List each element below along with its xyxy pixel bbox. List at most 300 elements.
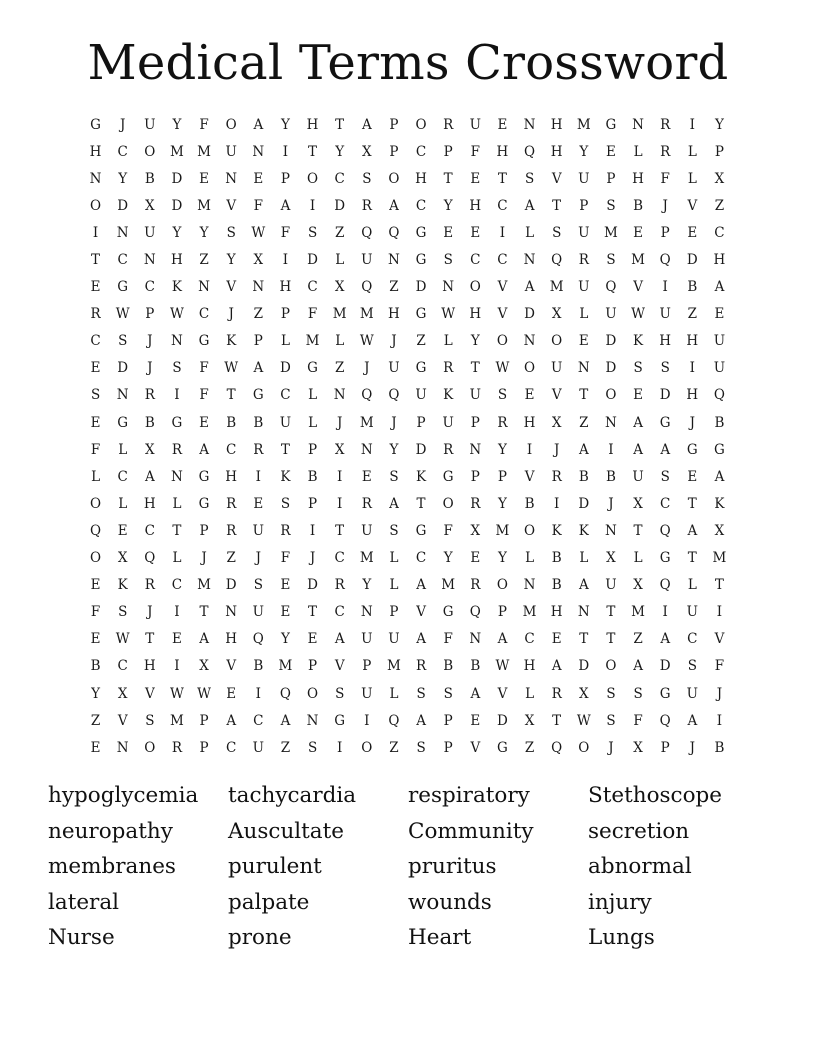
- grid-letter: U: [279, 414, 292, 431]
- grid-letter: U: [578, 224, 590, 241]
- grid-letter: X: [334, 279, 345, 296]
- grid-letter: I: [174, 658, 180, 675]
- grid-letter: X: [633, 577, 643, 594]
- grid-letter: I: [255, 685, 261, 702]
- grid-letter: A: [470, 685, 481, 702]
- grid-letter: J: [391, 414, 397, 431]
- grid-letter: X: [362, 143, 372, 160]
- grid-letter: H: [143, 658, 156, 675]
- grid-letter: C: [144, 279, 155, 296]
- grid-letter: H: [550, 143, 563, 160]
- grid-letter: U: [578, 170, 590, 187]
- grid-letter: G: [252, 387, 264, 404]
- grid-letter: A: [714, 468, 725, 485]
- grid-letter: M: [712, 550, 727, 567]
- grid-letter: U: [578, 279, 590, 296]
- grid-letter: O: [225, 116, 237, 133]
- grid-letter: D: [659, 658, 671, 675]
- grid-letter: Q: [524, 143, 536, 160]
- grid-letter: S: [226, 224, 236, 241]
- grid-letter: A: [280, 197, 291, 214]
- grid-letter: T: [497, 170, 507, 187]
- grid-letter: M: [170, 712, 184, 729]
- grid-letter: C: [415, 197, 427, 214]
- grid-letter: S: [606, 197, 616, 214]
- grid-letter: S: [633, 360, 643, 377]
- grid-letter: A: [497, 631, 508, 648]
- grid-letter: Q: [605, 279, 617, 296]
- word-list-item: palpate: [228, 889, 310, 915]
- grid-letter: N: [116, 224, 129, 241]
- grid-letter: V: [524, 468, 535, 485]
- grid-letter: H: [388, 306, 400, 323]
- grid-letter: P: [660, 739, 670, 756]
- grid-letter: Q: [279, 685, 291, 702]
- grid-letter: T: [335, 116, 345, 133]
- grid-letter: D: [415, 441, 427, 458]
- grid-letter: R: [415, 658, 427, 675]
- grid-letter: D: [578, 658, 590, 675]
- grid-letter: P: [497, 604, 507, 621]
- grid-letter: D: [605, 360, 617, 377]
- grid-letter: N: [252, 279, 265, 296]
- grid-letter: I: [689, 116, 695, 133]
- grid-letter: E: [578, 333, 589, 350]
- grid-letter: C: [415, 550, 427, 567]
- grid-letter: D: [307, 252, 318, 269]
- grid-letter: W: [441, 306, 456, 323]
- grid-letter: A: [361, 116, 372, 133]
- grid-letter: A: [416, 712, 426, 729]
- grid-letter: Q: [90, 522, 102, 539]
- grid-letter: G: [198, 495, 210, 512]
- grid-letter: V: [497, 685, 508, 702]
- grid-letter: H: [686, 387, 699, 404]
- grid-letter: D: [334, 197, 346, 214]
- grid-letter: Y: [443, 197, 453, 214]
- grid-letter: E: [90, 631, 101, 648]
- grid-letter: W: [169, 685, 184, 702]
- grid-letter: U: [550, 360, 563, 377]
- grid-letter: R: [90, 306, 101, 323]
- grid-letter: X: [145, 197, 155, 214]
- grid-letter: S: [145, 712, 155, 729]
- grid-letter: C: [470, 252, 481, 269]
- grid-letter: A: [199, 631, 209, 648]
- grid-letter: F: [660, 170, 670, 187]
- grid-letter: Z: [633, 631, 643, 648]
- grid-letter: N: [116, 739, 129, 756]
- grid-letter: C: [334, 550, 345, 567]
- grid-letter: V: [497, 306, 508, 323]
- grid-letter: I: [255, 468, 261, 485]
- grid-letter: A: [389, 495, 399, 512]
- grid-letter: A: [660, 441, 671, 458]
- grid-letter: I: [282, 252, 289, 269]
- grid-letter: B: [633, 197, 644, 214]
- grid-letter: D: [415, 279, 427, 296]
- grid-letter: D: [280, 360, 291, 377]
- grid-letter: G: [659, 550, 671, 567]
- grid-letter: Z: [714, 197, 725, 214]
- grid-letter: V: [334, 658, 345, 675]
- grid-letter: N: [469, 441, 482, 458]
- grid-letter: E: [443, 224, 454, 241]
- grid-letter: T: [470, 360, 480, 377]
- grid-letter: F: [443, 522, 453, 539]
- grid-letter: J: [147, 333, 153, 350]
- grid-letter: V: [226, 197, 237, 214]
- grid-letter: Q: [388, 387, 400, 404]
- grid-letter: Q: [713, 387, 725, 404]
- grid-letter: R: [443, 441, 454, 458]
- grid-letter: C: [334, 604, 345, 621]
- grid-letter: S: [606, 712, 616, 729]
- grid-letter: V: [633, 279, 643, 296]
- word-list-item: Lungs: [588, 925, 655, 951]
- grid-letter: P: [714, 143, 724, 160]
- grid-letter: N: [171, 333, 183, 350]
- grid-letter: S: [253, 577, 263, 594]
- grid-letter: G: [117, 279, 129, 296]
- grid-letter: V: [551, 387, 562, 404]
- grid-letter: P: [389, 116, 399, 133]
- grid-letter: A: [687, 712, 698, 729]
- grid-letter: Q: [551, 252, 563, 269]
- grid-letter: L: [389, 550, 399, 567]
- grid-letter: E: [253, 170, 264, 187]
- grid-letter: P: [443, 712, 453, 729]
- grid-letter: E: [90, 739, 101, 756]
- grid-letter: T: [579, 387, 589, 404]
- grid-letter: T: [687, 495, 697, 512]
- grid-letter: H: [171, 252, 183, 269]
- grid-letter: M: [387, 658, 401, 675]
- grid-letter: L: [389, 685, 399, 702]
- grid-letter: D: [171, 197, 183, 214]
- grid-letter: E: [633, 387, 643, 404]
- grid-letter: L: [525, 550, 535, 567]
- grid-letter: W: [495, 360, 510, 377]
- grid-letter: M: [549, 279, 564, 296]
- grid-letter: U: [469, 387, 481, 404]
- grid-letter: E: [470, 712, 481, 729]
- grid-letter: A: [199, 441, 209, 458]
- grid-letter: P: [389, 604, 399, 621]
- grid-letter: D: [117, 197, 129, 214]
- grid-letter: A: [633, 658, 643, 675]
- grid-letter: K: [280, 468, 291, 485]
- grid-letter: F: [253, 197, 263, 214]
- grid-letter: Z: [687, 306, 697, 323]
- grid-letter: O: [578, 739, 590, 756]
- grid-letter: N: [360, 604, 373, 621]
- grid-letter: N: [469, 631, 482, 648]
- word-list-item: Heart: [408, 925, 472, 951]
- grid-letter: Q: [659, 522, 671, 539]
- grid-letter: R: [171, 739, 183, 756]
- grid-letter: L: [280, 333, 290, 350]
- word-list-item: Stethoscope: [588, 783, 723, 808]
- grid-letter: A: [524, 197, 535, 214]
- grid-letter: R: [144, 577, 155, 594]
- grid-letter: P: [497, 468, 507, 485]
- grid-letter: N: [605, 522, 617, 539]
- grid-letter: B: [578, 468, 589, 485]
- grid-letter: F: [199, 116, 209, 133]
- grid-letter: H: [89, 143, 102, 160]
- grid-letter: Y: [389, 441, 399, 458]
- grid-letter: P: [253, 333, 263, 350]
- grid-letter: C: [117, 468, 128, 485]
- grid-letter: I: [92, 224, 99, 241]
- grid-letter: O: [361, 739, 373, 756]
- grid-letter: O: [307, 170, 319, 187]
- grid-letter: S: [307, 224, 318, 241]
- grid-letter: T: [226, 387, 236, 404]
- grid-letter: F: [633, 712, 643, 729]
- grid-letter: O: [90, 550, 102, 567]
- grid-letter: G: [415, 306, 427, 323]
- grid-letter: K: [714, 495, 725, 512]
- grid-letter: E: [714, 306, 725, 323]
- grid-letter: L: [118, 441, 128, 458]
- grid-letter: F: [280, 224, 291, 241]
- grid-letter: H: [306, 116, 319, 133]
- grid-letter: Q: [551, 739, 563, 756]
- grid-letter: X: [633, 495, 643, 512]
- grid-letter: P: [308, 495, 318, 512]
- grid-letter: E: [633, 224, 643, 241]
- grid-letter: B: [551, 577, 562, 594]
- grid-letter: J: [255, 550, 262, 567]
- grid-letter: Q: [469, 604, 481, 621]
- grid-letter: R: [470, 495, 481, 512]
- grid-letter: C: [226, 739, 237, 756]
- grid-letter: W: [115, 631, 130, 648]
- grid-letter: N: [171, 468, 183, 485]
- grid-letter: B: [307, 468, 318, 485]
- grid-letter: D: [524, 306, 535, 323]
- grid-letter: M: [305, 333, 320, 350]
- grid-letter: C: [415, 143, 427, 160]
- grid-letter: L: [443, 333, 453, 350]
- grid-letter: A: [389, 197, 399, 214]
- grid-letter: G: [415, 224, 427, 241]
- grid-letter: H: [225, 631, 238, 648]
- grid-letter: I: [716, 712, 723, 729]
- grid-letter: O: [307, 685, 319, 702]
- grid-letter: A: [633, 414, 643, 431]
- grid-letter: W: [631, 306, 645, 323]
- grid-letter: U: [252, 604, 264, 621]
- grid-letter: A: [687, 522, 698, 539]
- grid-letter: P: [606, 170, 616, 187]
- word-list-item: abnormal: [588, 854, 692, 880]
- grid-letter: G: [659, 414, 671, 431]
- grid-letter: R: [253, 441, 264, 458]
- grid-letter: E: [90, 360, 101, 377]
- grid-letter: A: [551, 658, 562, 675]
- grid-letter: N: [333, 387, 346, 404]
- word-list-item: membranes: [48, 854, 176, 880]
- grid-letter: L: [579, 306, 589, 323]
- grid-letter: V: [226, 279, 237, 296]
- grid-letter: T: [335, 522, 345, 539]
- grid-letter: S: [606, 685, 616, 702]
- grid-letter: R: [443, 360, 454, 377]
- grid-letter: J: [228, 306, 234, 323]
- grid-letter: W: [576, 712, 591, 729]
- grid-letter: P: [470, 414, 480, 431]
- grid-letter: I: [309, 522, 316, 539]
- grid-letter: J: [608, 739, 614, 756]
- grid-letter: Q: [361, 387, 373, 404]
- grid-letter: G: [605, 116, 617, 133]
- grid-letter: Q: [659, 577, 671, 594]
- grid-letter: M: [359, 414, 374, 431]
- grid-letter: Y: [497, 441, 507, 458]
- grid-letter: S: [552, 224, 562, 241]
- grid-letter: O: [90, 197, 102, 214]
- grid-letter: A: [578, 441, 589, 458]
- grid-letter: U: [442, 414, 454, 431]
- grid-letter: Z: [199, 252, 209, 269]
- grid-letter: R: [171, 441, 183, 458]
- grid-letter: Y: [497, 550, 507, 567]
- grid-letter: I: [526, 441, 533, 458]
- grid-letter: H: [632, 170, 644, 187]
- grid-letter: E: [280, 577, 291, 594]
- grid-letter: U: [388, 631, 400, 648]
- grid-letter: E: [307, 631, 318, 648]
- grid-letter: M: [495, 522, 510, 539]
- grid-letter: X: [199, 658, 209, 675]
- grid-letter: F: [90, 604, 101, 621]
- grid-letter: Y: [199, 224, 209, 241]
- grid-letter: E: [497, 116, 508, 133]
- grid-letter: Y: [443, 550, 453, 567]
- grid-letter: D: [605, 333, 617, 350]
- grid-letter: O: [388, 170, 400, 187]
- grid-letter: W: [359, 333, 374, 350]
- grid-letter: C: [714, 224, 725, 241]
- grid-letter: G: [198, 468, 210, 485]
- grid-letter: X: [606, 550, 616, 567]
- grid-letter: G: [442, 468, 454, 485]
- grid-letter: I: [364, 712, 370, 729]
- grid-letter: X: [145, 441, 155, 458]
- grid-letter: K: [117, 577, 128, 594]
- grid-letter: E: [470, 170, 481, 187]
- grid-letter: T: [687, 550, 697, 567]
- grid-letter: A: [416, 631, 426, 648]
- grid-letter: I: [662, 279, 668, 296]
- grid-letter: A: [253, 360, 264, 377]
- word-list-item: pruritus: [408, 854, 497, 880]
- grid-letter: N: [225, 170, 238, 187]
- grid-letter: D: [578, 495, 590, 512]
- grid-letter: A: [416, 577, 426, 594]
- grid-letter: Z: [579, 414, 589, 431]
- grid-letter: M: [604, 224, 618, 241]
- grid-letter: I: [554, 495, 560, 512]
- grid-letter: H: [279, 279, 292, 296]
- grid-letter: C: [117, 658, 128, 675]
- word-list: [48, 778, 768, 956]
- grid-letter: L: [308, 387, 318, 404]
- grid-letter: R: [144, 387, 155, 404]
- grid-letter: K: [443, 387, 454, 404]
- grid-letter: G: [442, 604, 454, 621]
- grid-letter: I: [689, 360, 695, 377]
- grid-letter: N: [306, 712, 319, 729]
- grid-letter: I: [662, 604, 668, 621]
- grid-letter: G: [117, 414, 129, 431]
- grid-letter: D: [686, 252, 698, 269]
- grid-letter: S: [687, 658, 697, 675]
- grid-letter: F: [307, 306, 318, 323]
- grid-letter: O: [469, 279, 481, 296]
- grid-letter: T: [443, 170, 453, 187]
- grid-letter: J: [689, 414, 696, 431]
- grid-letter: O: [442, 495, 454, 512]
- grid-letter: M: [441, 577, 456, 594]
- grid-letter: G: [171, 414, 183, 431]
- grid-letter: G: [415, 252, 427, 269]
- word-list-item: purulent: [228, 854, 322, 880]
- grid-letter: Y: [280, 116, 290, 133]
- grid-letter: P: [579, 197, 589, 214]
- grid-letter: S: [389, 522, 399, 539]
- grid-letter: L: [335, 333, 345, 350]
- grid-letter: Z: [280, 739, 291, 756]
- grid-letter: F: [470, 143, 480, 160]
- grid-letter: T: [606, 631, 616, 648]
- grid-letter: S: [362, 170, 372, 187]
- grid-letter: O: [605, 658, 617, 675]
- grid-letter: B: [144, 170, 155, 187]
- grid-letter: L: [633, 143, 643, 160]
- grid-letter: W: [115, 306, 130, 323]
- grid-letter: Q: [252, 631, 264, 648]
- word-list-item: prone: [228, 925, 292, 951]
- grid-letter: B: [226, 414, 237, 431]
- grid-letter: U: [415, 387, 427, 404]
- grid-letter: R: [361, 495, 372, 512]
- grid-letter: S: [660, 360, 670, 377]
- grid-letter: C: [687, 631, 698, 648]
- grid-letter: Q: [388, 224, 400, 241]
- grid-letter: N: [442, 279, 455, 296]
- grid-letter: T: [280, 441, 290, 458]
- grid-letter: E: [524, 387, 535, 404]
- grid-letter: N: [89, 170, 102, 187]
- grid-letter: E: [687, 468, 698, 485]
- grid-letter: H: [415, 170, 427, 187]
- grid-letter: H: [523, 658, 536, 675]
- grid-letter: E: [551, 631, 562, 648]
- grid-letter: Y: [362, 577, 372, 594]
- grid-letter: B: [687, 279, 698, 296]
- grid-letter: R: [361, 197, 372, 214]
- grid-letter: M: [359, 550, 374, 567]
- grid-letter: V: [226, 658, 237, 675]
- grid-letter: H: [469, 306, 482, 323]
- grid-letter: U: [388, 360, 400, 377]
- grid-letter: N: [523, 333, 536, 350]
- word-list-item: Community: [408, 818, 534, 844]
